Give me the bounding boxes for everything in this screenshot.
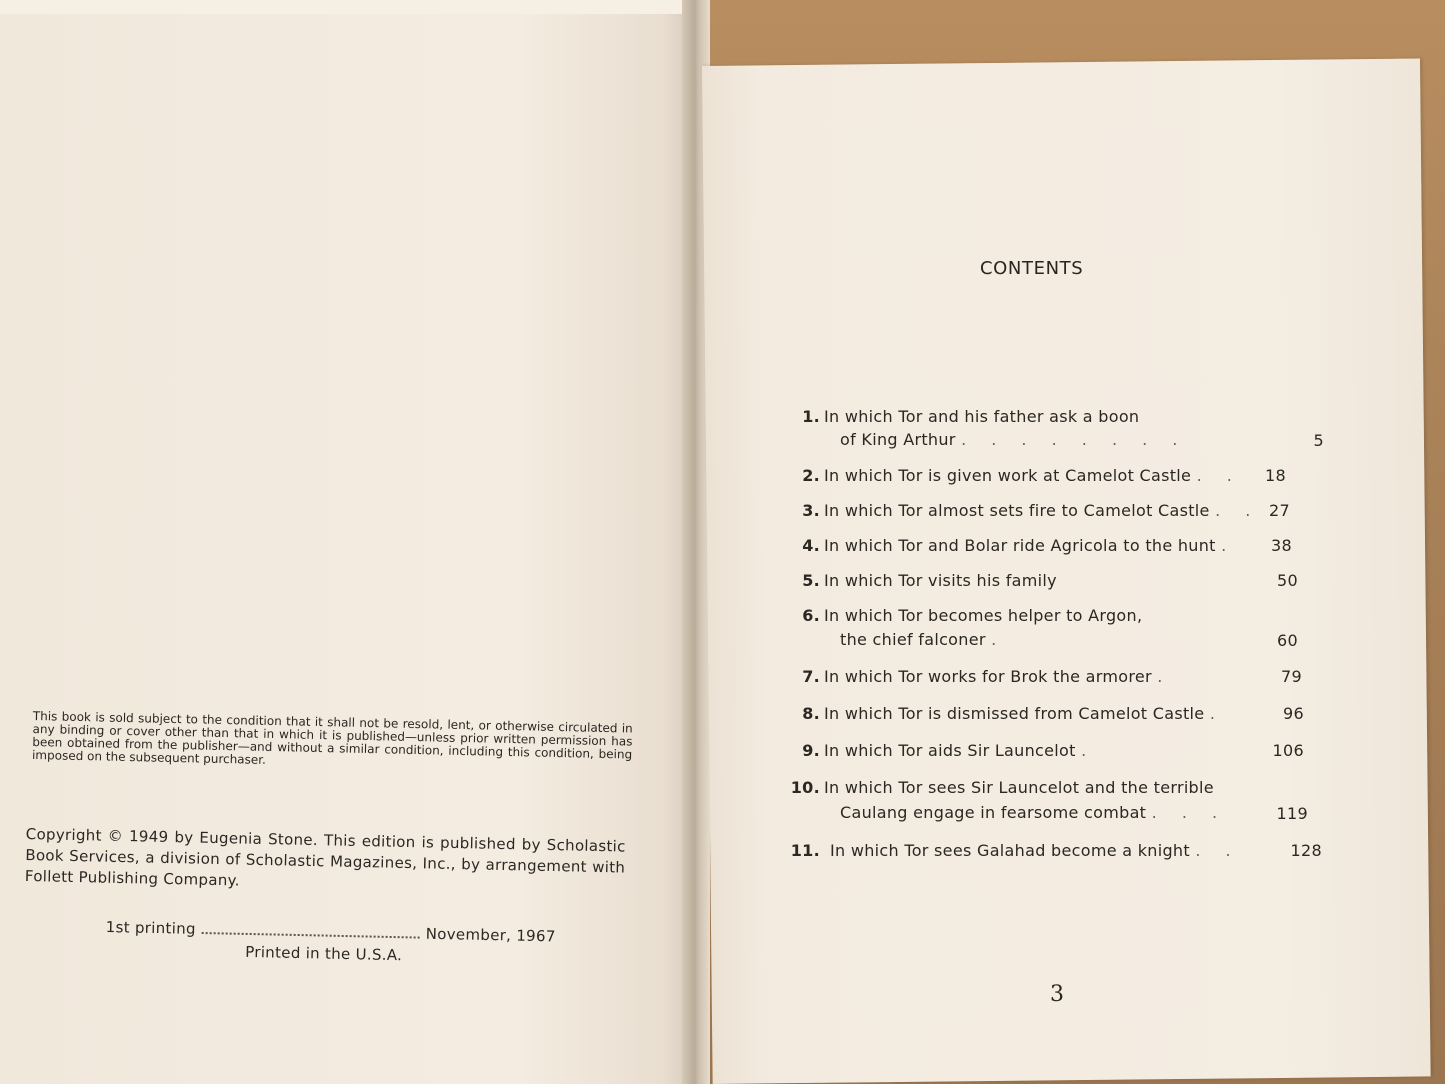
chapter-page: 60 — [1277, 631, 1298, 650]
chapter-title: In which Tor sees Galahad become a knight . . — [830, 841, 1241, 860]
chapter-number: 2. — [802, 466, 820, 485]
page-number: 3 — [1050, 982, 1064, 1007]
chapter-title: In which Tor sees Sir Launcelot and the terrible — [824, 778, 1214, 797]
chapter-title: In which Tor works for Brok the armorer . — [824, 667, 1173, 686]
chapter-title-continued: the chief falconer . — [840, 630, 1007, 649]
chapter-page: 50 — [1277, 571, 1298, 590]
chapter-number: 10. — [790, 778, 820, 797]
chapter-title: In which Tor and Bolar ride Agricola to the hunt . — [824, 536, 1237, 555]
chapter-title: In which Tor and his father ask a boon — [824, 407, 1140, 426]
chapter-title: In which Tor visits his family — [824, 571, 1057, 590]
chapter-page: 38 — [1271, 536, 1292, 555]
chapter-title: In which Tor becomes helper to Argon, — [824, 606, 1143, 625]
chapter-title-continued: of King Arthur . . . . . . . . — [840, 430, 1188, 449]
chapter-number: 4. — [802, 536, 820, 555]
chapter-page: 18 — [1265, 466, 1286, 485]
chapter-number: 9. — [802, 741, 820, 760]
printed-in: Printed in the U.S.A. — [245, 942, 403, 965]
printing-date: November, 1967 — [425, 924, 556, 946]
chapter-page: 128 — [1290, 841, 1322, 860]
dot-leader — [202, 932, 420, 939]
chapter-title-continued: Caulang engage in fearsome combat . . . — [840, 803, 1228, 822]
chapter-number: 6. — [802, 606, 820, 625]
chapter-page: 119 — [1276, 804, 1308, 823]
chapter-page: 106 — [1272, 741, 1304, 760]
chapter-page: 27 — [1269, 501, 1290, 520]
chapter-title: In which Tor almost sets fire to Camelot Castle . . — [824, 501, 1261, 520]
chapter-title: In which Tor is given work at Camelot Castle . . — [824, 466, 1242, 485]
printing-info — [105, 916, 556, 969]
chapter-number: 8. — [802, 704, 820, 723]
chapter-number: 11. — [790, 841, 820, 860]
contents-title: CONTENTS — [980, 258, 1084, 279]
chapter-title: In which Tor is dismissed from Camelot Castle . — [824, 704, 1225, 723]
chapter-page: 96 — [1283, 704, 1304, 723]
printing-label: 1st printing — [105, 917, 197, 938]
chapter-page: 79 — [1281, 667, 1302, 686]
left-page-top-edge — [0, 0, 690, 14]
chapter-number: 7. — [802, 667, 820, 686]
resale-notice: This book is sold subject to the condition that it shall not be resold, lent, or otherwise circulated in any binding or cover other than that in which it is published—unless prior written permission has been obtained from the publisher—and without a similar condition, including this condition, being imposed on the subsequent purchaser. — [31, 709, 633, 767]
chapter-number: 1. — [802, 407, 820, 426]
chapter-page: 5 — [1313, 431, 1324, 450]
copyright-notice: Copyright © 1949 by Eugenia Stone. This edition is published by Scholastic Book Services, a division of Scholastic Magazines, Inc., by arrangement with Follett Publishing Company. — [24, 824, 626, 890]
chapter-number: 3. — [802, 501, 820, 520]
chapter-number: 5. — [802, 571, 820, 590]
chapter-title: In which Tor aids Sir Launcelot . — [824, 741, 1097, 760]
